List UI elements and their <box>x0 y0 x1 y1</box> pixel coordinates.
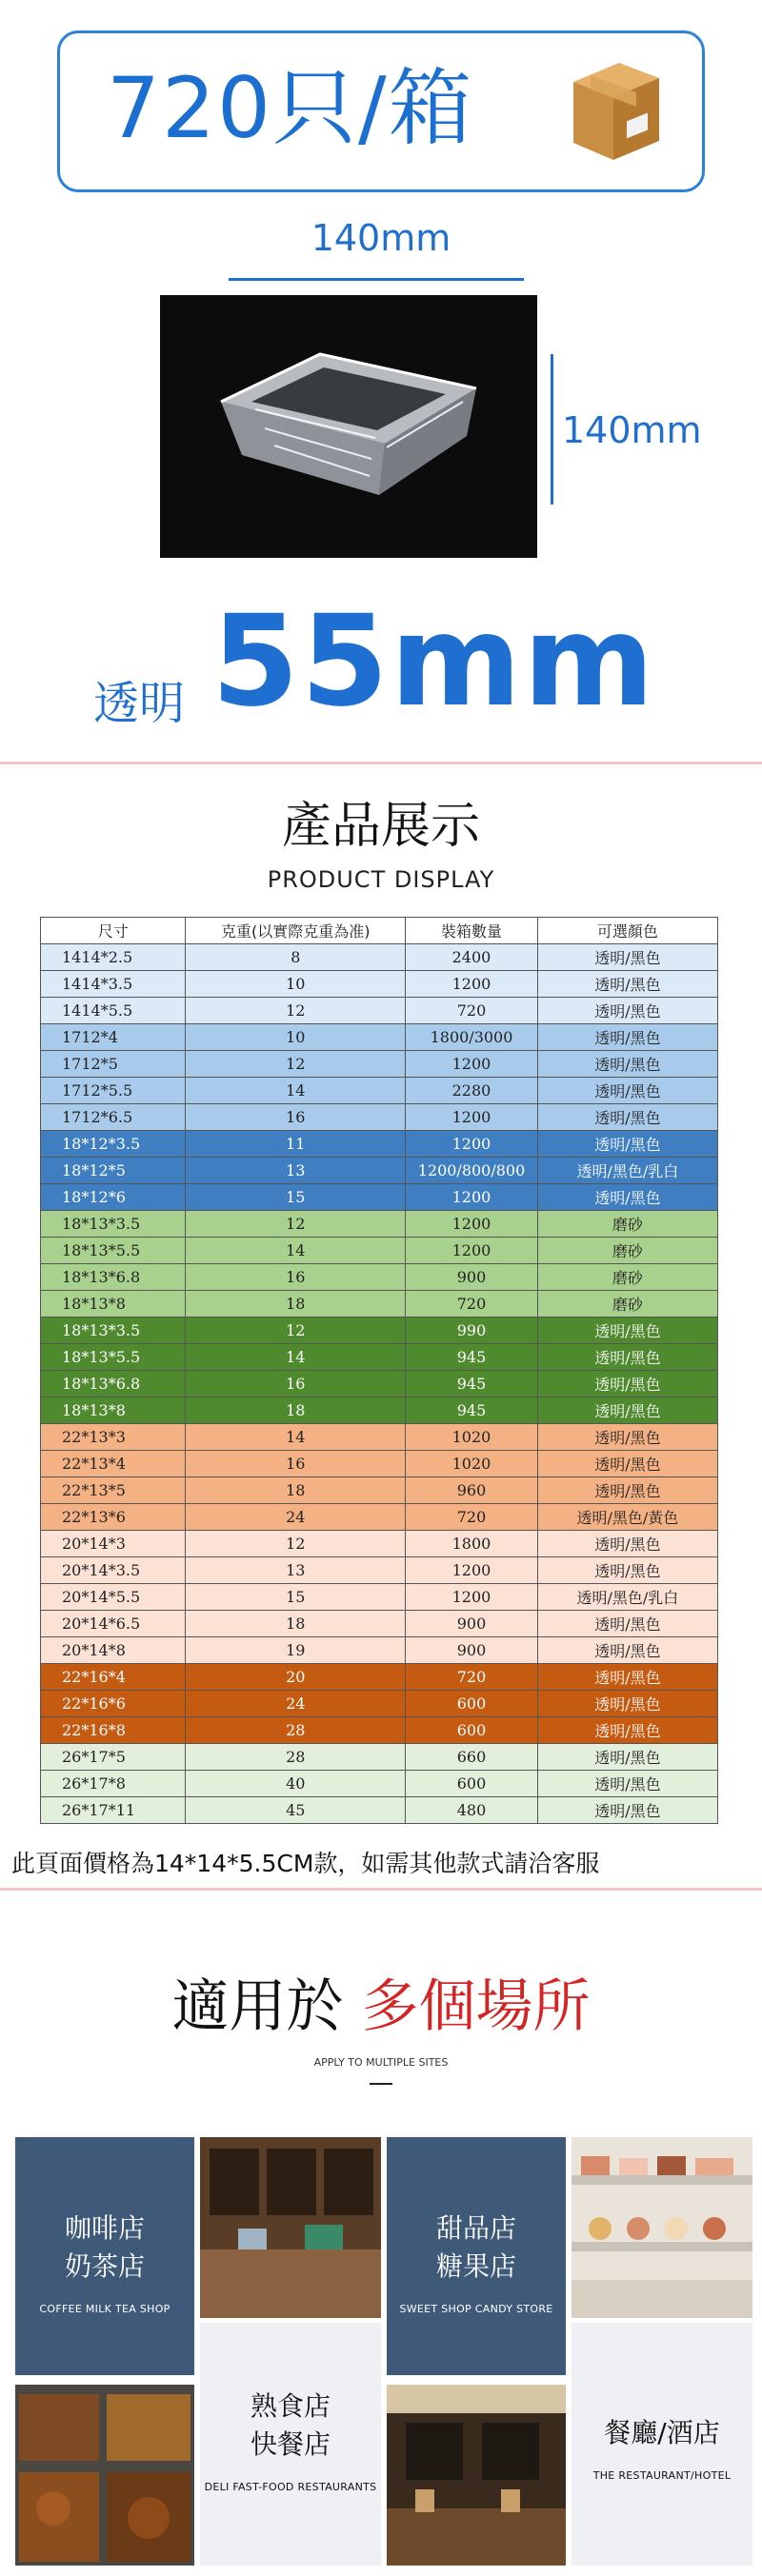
width-dimension-label: 140mm <box>311 217 451 259</box>
qty-cell: 990 <box>406 1318 538 1344</box>
color-cell: 透明/黑色/黃色 <box>537 1504 717 1531</box>
qty-cell: 1200/800/800 <box>406 1158 538 1184</box>
qty-cell: 480 <box>406 1797 538 1824</box>
color-cell: 磨砂 <box>537 1291 717 1318</box>
weight-cell: 13 <box>186 1557 406 1584</box>
table-row <box>41 1584 718 1611</box>
color-cell: 透明/黑色 <box>537 1797 717 1824</box>
color-cell: 透明/黑色 <box>537 1557 717 1584</box>
table-row <box>41 1477 718 1504</box>
qty-cell: 1800/3000 <box>406 1024 538 1051</box>
table-row <box>41 1557 718 1584</box>
table-row <box>41 971 718 998</box>
size-cell: 18*13*5.5 <box>41 1238 186 1264</box>
weight-cell: 14 <box>186 1424 406 1451</box>
qty-cell: 2280 <box>406 1078 538 1104</box>
size-cell: 18*12*6 <box>41 1184 186 1211</box>
table-row <box>41 1771 718 1797</box>
weight-cell: 12 <box>186 1531 406 1557</box>
weight-cell: 14 <box>186 1238 406 1264</box>
table-row <box>41 1531 718 1557</box>
color-cell: 透明/黑色 <box>537 1771 717 1797</box>
color-cell: 透明/黑色 <box>537 1344 717 1371</box>
sweet-shop-photo <box>572 2137 752 2318</box>
deli-photo <box>15 2385 194 2566</box>
size-cell: 22*16*8 <box>41 1717 186 1744</box>
qty-cell: 1200 <box>406 1557 538 1584</box>
section-divider <box>0 1888 762 1891</box>
size-cell: 18*13*5.5 <box>41 1344 186 1371</box>
tile-label-en: COFFEE MILK TEA SHOP <box>39 2303 170 2315</box>
size-cell: 22*13*4 <box>41 1451 186 1477</box>
tile-restaurant-hotel <box>572 2323 752 2566</box>
qty-cell: 720 <box>406 1664 538 1691</box>
qty-cell: 660 <box>406 1744 538 1771</box>
color-cell: 透明/黑色 <box>537 1477 717 1504</box>
color-cell: 透明/黑色 <box>537 1104 717 1131</box>
color-label: 透明 <box>93 677 186 730</box>
table-row <box>41 1504 718 1531</box>
color-cell: 透明/黑色 <box>537 944 717 971</box>
qty-cell: 945 <box>406 1371 538 1397</box>
table-row <box>41 1131 718 1158</box>
table-row <box>41 1424 718 1451</box>
section-divider <box>0 762 762 764</box>
color-cell: 透明/黑色 <box>537 1131 717 1158</box>
weight-cell: 12 <box>186 998 406 1024</box>
size-cell: 1712*5.5 <box>41 1078 186 1104</box>
price-note: 此頁面價格為14*14*5.5CM款，如需其他款式請洽客服 <box>11 1850 600 1877</box>
table-row <box>41 1238 718 1264</box>
size-cell: 18*12*5 <box>41 1158 186 1184</box>
qty-cell: 1200 <box>406 1211 538 1238</box>
applications-title-black: 適用於 <box>171 1973 344 2040</box>
weight-cell: 45 <box>186 1797 406 1824</box>
weight-cell: 14 <box>186 1344 406 1371</box>
qty-cell: 600 <box>406 1771 538 1797</box>
weight-cell: 18 <box>186 1397 406 1424</box>
table-row <box>41 1637 718 1664</box>
color-cell: 透明/黑色 <box>537 971 717 998</box>
table-row <box>41 1104 718 1131</box>
tile-label-en: THE RESTAURANT/HOTEL <box>592 2469 732 2482</box>
size-cell: 26*17*5 <box>41 1744 186 1771</box>
table-row <box>41 1717 718 1744</box>
table-row <box>41 1691 718 1717</box>
table-row <box>41 1291 718 1318</box>
coffee-shop-photo <box>200 2137 381 2318</box>
table-row <box>41 1371 718 1397</box>
weight-cell: 16 <box>186 1104 406 1131</box>
weight-cell: 16 <box>186 1451 406 1477</box>
table-row <box>41 1264 718 1291</box>
size-cell: 18*13*3.5 <box>41 1318 186 1344</box>
weight-cell: 18 <box>186 1291 406 1318</box>
table-row <box>41 1611 718 1637</box>
color-cell: 透明/黑色/乳白 <box>537 1158 717 1184</box>
weight-cell: 11 <box>186 1131 406 1158</box>
qty-cell: 1200 <box>406 1584 538 1611</box>
weight-cell: 13 <box>186 1158 406 1184</box>
tile-sweet-shop <box>387 2137 566 2375</box>
table-row <box>41 1744 718 1771</box>
color-cell: 透明/黑色 <box>537 1717 717 1744</box>
color-cell: 透明/黑色 <box>537 1024 717 1051</box>
weight-cell: 16 <box>186 1371 406 1397</box>
table-row <box>41 1211 718 1238</box>
weight-cell: 10 <box>186 1024 406 1051</box>
qty-cell: 900 <box>406 1637 538 1664</box>
color-cell: 透明/黑色 <box>537 1637 717 1664</box>
qty-cell: 720 <box>406 998 538 1024</box>
weight-cell: 12 <box>186 1318 406 1344</box>
spec-table <box>40 917 718 1824</box>
qty-cell: 1800 <box>406 1531 538 1557</box>
weight-cell: 18 <box>186 1611 406 1637</box>
qty-cell: 1200 <box>406 1051 538 1078</box>
weight-cell: 16 <box>186 1264 406 1291</box>
qty-cell: 960 <box>406 1477 538 1504</box>
weight-cell: 28 <box>186 1717 406 1744</box>
header-weight: 克重(以實際克重為准) <box>186 918 406 944</box>
table-row <box>41 1451 718 1477</box>
size-cell: 1414*2.5 <box>41 944 186 971</box>
color-cell: 透明/黑色 <box>537 1371 717 1397</box>
qty-cell: 600 <box>406 1717 538 1744</box>
size-cell: 18*13*8 <box>41 1291 186 1318</box>
cardboard-box-icon <box>564 50 669 168</box>
color-cell: 透明/黑色 <box>537 1531 717 1557</box>
color-cell: 透明/黑色/乳白 <box>537 1584 717 1611</box>
tile-label-line2: 快餐店 <box>250 2428 331 2460</box>
table-row <box>41 1664 718 1691</box>
color-cell: 透明/黑色 <box>537 1184 717 1211</box>
color-cell: 透明/黑色 <box>537 1078 717 1104</box>
tile-coffee-shop <box>15 2137 194 2375</box>
qty-cell: 1020 <box>406 1424 538 1451</box>
header-size: 尺寸 <box>41 918 186 944</box>
color-cell: 透明/黑色 <box>537 1424 717 1451</box>
size-cell: 1414*3.5 <box>41 971 186 998</box>
size-cell: 22*13*3 <box>41 1424 186 1451</box>
tile-label-line2: 奶茶店 <box>64 2250 145 2282</box>
tile-deli <box>200 2323 381 2566</box>
qty-cell: 945 <box>406 1344 538 1371</box>
qty-cell: 1200 <box>406 1104 538 1131</box>
weight-cell: 40 <box>186 1771 406 1797</box>
size-cell: 1712*5 <box>41 1051 186 1078</box>
color-cell: 透明/黑色 <box>537 1664 717 1691</box>
color-cell: 透明/黑色 <box>537 1318 717 1344</box>
size-cell: 1414*5.5 <box>41 998 186 1024</box>
weight-cell: 24 <box>186 1691 406 1717</box>
qty-cell: 1200 <box>406 1131 538 1158</box>
size-cell: 18*13*6.8 <box>41 1264 186 1291</box>
weight-cell: 20 <box>186 1664 406 1691</box>
color-cell: 磨砂 <box>537 1211 717 1238</box>
product-photo <box>160 295 537 558</box>
table-row <box>41 1344 718 1371</box>
product-display-title: 產品展示 <box>281 798 480 855</box>
weight-cell: 15 <box>186 1184 406 1211</box>
color-cell: 透明/黑色 <box>537 1051 717 1078</box>
weight-cell: 28 <box>186 1744 406 1771</box>
tile-label-line1: 餐廳/酒店 <box>604 2417 720 2448</box>
qty-per-box-heading: 720只/箱 <box>107 59 474 157</box>
spec-table-header <box>41 918 718 944</box>
product-display-subtitle: PRODUCT DISPLAY <box>267 866 495 893</box>
table-row <box>41 1184 718 1211</box>
tile-label-line1: 熟食店 <box>250 2390 331 2422</box>
size-cell: 20*14*5.5 <box>41 1584 186 1611</box>
size-cell: 26*17*8 <box>41 1771 186 1797</box>
size-cell: 18*13*8 <box>41 1397 186 1424</box>
qty-cell: 600 <box>406 1691 538 1717</box>
weight-cell: 14 <box>186 1078 406 1104</box>
color-cell: 透明/黑色 <box>537 1744 717 1771</box>
qty-cell: 900 <box>406 1611 538 1637</box>
weight-cell: 24 <box>186 1504 406 1531</box>
table-row <box>41 998 718 1024</box>
weight-cell: 19 <box>186 1637 406 1664</box>
tile-label-line1: 甜品店 <box>435 2212 516 2244</box>
width-dimension-line <box>229 278 524 281</box>
size-cell: 22*13*6 <box>41 1504 186 1531</box>
color-cell: 透明/黑色 <box>537 998 717 1024</box>
size-cell: 22*13*5 <box>41 1477 186 1504</box>
applications-subtitle: APPLY TO MULTIPLE SITES <box>313 2056 449 2069</box>
applications-title <box>0 1961 762 2043</box>
tile-label-en: DELI FAST-FOOD RESTAURANTS <box>204 2481 377 2493</box>
size-cell: 18*13*6.8 <box>41 1371 186 1397</box>
color-cell: 透明/黑色 <box>537 1397 717 1424</box>
table-row <box>41 1024 718 1051</box>
size-cell: 20*14*3 <box>41 1531 186 1557</box>
qty-cell: 900 <box>406 1264 538 1291</box>
weight-cell: 18 <box>186 1477 406 1504</box>
height-label: 55mm <box>211 588 656 735</box>
size-cell: 18*13*3.5 <box>41 1211 186 1238</box>
size-cell: 22*16*6 <box>41 1691 186 1717</box>
qty-cell: 720 <box>406 1291 538 1318</box>
qty-cell: 1200 <box>406 1184 538 1211</box>
restaurant-photo <box>387 2385 566 2566</box>
qty-cell: 945 <box>406 1397 538 1424</box>
table-row <box>41 1078 718 1104</box>
color-cell: 磨砂 <box>537 1238 717 1264</box>
qty-cell: 2400 <box>406 944 538 971</box>
header-color: 可選顏色 <box>537 918 717 944</box>
size-cell: 20*14*6.5 <box>41 1611 186 1637</box>
clear-container-illustration <box>160 295 537 558</box>
table-row <box>41 1397 718 1424</box>
size-cell: 1712*4 <box>41 1024 186 1051</box>
table-row <box>41 1051 718 1078</box>
size-cell: 20*14*8 <box>41 1637 186 1664</box>
tile-label-line2: 糖果店 <box>435 2250 516 2282</box>
size-cell: 22*16*4 <box>41 1664 186 1691</box>
weight-cell: 8 <box>186 944 406 971</box>
applications-underline <box>370 2083 392 2085</box>
table-row <box>41 1318 718 1344</box>
qty-cell: 720 <box>406 1504 538 1531</box>
color-cell: 透明/黑色 <box>537 1451 717 1477</box>
table-row <box>41 944 718 971</box>
length-dimension-label: 140mm <box>562 409 702 451</box>
color-cell: 透明/黑色 <box>537 1691 717 1717</box>
length-dimension-line <box>551 354 553 505</box>
weight-cell: 12 <box>186 1211 406 1238</box>
table-row <box>41 1158 718 1184</box>
applications-title-red: 多個場所 <box>361 1973 591 2040</box>
weight-cell: 15 <box>186 1584 406 1611</box>
size-cell: 1712*6.5 <box>41 1104 186 1131</box>
qty-cell: 1200 <box>406 1238 538 1264</box>
size-cell: 20*14*3.5 <box>41 1557 186 1584</box>
weight-cell: 12 <box>186 1051 406 1078</box>
table-row <box>41 1797 718 1824</box>
qty-cell: 1200 <box>406 971 538 998</box>
size-cell: 18*12*3.5 <box>41 1131 186 1158</box>
tile-label-en: SWEET SHOP CANDY STORE <box>399 2303 553 2315</box>
qty-cell: 1020 <box>406 1451 538 1477</box>
tile-label-line1: 咖啡店 <box>64 2212 145 2244</box>
header-qty: 裝箱數量 <box>406 918 538 944</box>
weight-cell: 10 <box>186 971 406 998</box>
color-cell: 磨砂 <box>537 1264 717 1291</box>
size-cell: 26*17*11 <box>41 1797 186 1824</box>
color-cell: 透明/黑色 <box>537 1611 717 1637</box>
